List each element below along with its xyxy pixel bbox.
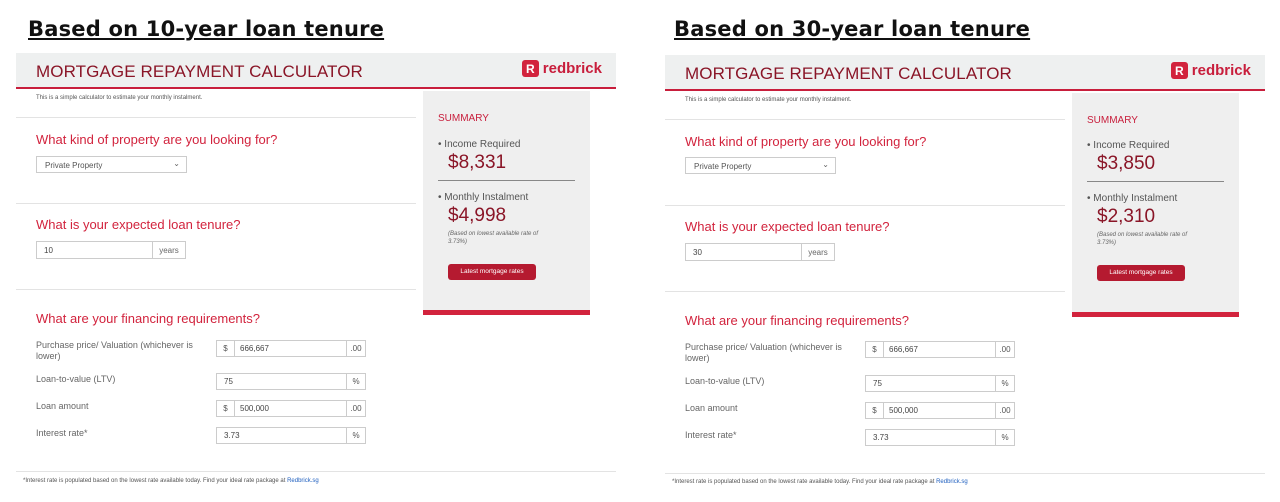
ltv-input[interactable] bbox=[216, 373, 366, 390]
divider bbox=[16, 289, 416, 290]
summary-title: SUMMARY bbox=[438, 113, 489, 124]
monthly-instalment-text: Monthly Instalment bbox=[1093, 193, 1178, 204]
monthly-instalment-label bbox=[438, 192, 528, 203]
redbrick-logo[interactable] bbox=[522, 60, 602, 77]
redbrick-logo-text: redbrick bbox=[1191, 62, 1251, 79]
monthly-instalment-label bbox=[1087, 193, 1177, 204]
footnote-text: *Interest rate is populated based on the lowest rate available today. Find your ideal rate package at bbox=[672, 479, 937, 485]
divider bbox=[665, 205, 1065, 206]
bullet: • bbox=[438, 139, 442, 150]
currency-prefix: $ bbox=[217, 401, 235, 416]
calculator-title: MORTGAGE REPAYMENT CALCULATOR bbox=[36, 62, 363, 81]
tenure-question: What is your expected loan tenure? bbox=[36, 217, 241, 232]
redbrick-logo-text: redbrick bbox=[542, 60, 602, 77]
divider bbox=[665, 291, 1065, 292]
calculator-header bbox=[16, 53, 616, 89]
purchase-price-value: 666,667 bbox=[240, 344, 269, 353]
income-required-value: $8,331 bbox=[448, 152, 507, 173]
interest-rate-label: Interest rate* bbox=[36, 428, 88, 438]
currency-prefix: $ bbox=[866, 403, 884, 418]
monthly-instalment-text: Monthly Instalment bbox=[444, 192, 529, 203]
loan-tenure-input[interactable] bbox=[36, 241, 186, 259]
purchase-price-input[interactable] bbox=[865, 341, 1015, 358]
income-required-text: Income Required bbox=[1093, 140, 1170, 151]
loan-tenure-input[interactable] bbox=[685, 243, 835, 261]
interest-rate-value: 3.73 bbox=[873, 433, 889, 442]
footnote-text: *Interest rate is populated based on the lowest rate available today. Find your ideal rate package at bbox=[23, 478, 288, 484]
bullet: • bbox=[1087, 140, 1091, 151]
redbrick-logo-icon: R bbox=[1171, 62, 1188, 79]
redbrick-logo[interactable] bbox=[1171, 62, 1251, 79]
summary-divider bbox=[438, 180, 575, 181]
intro-text: This is a simple calculator to estimate your monthly instalment. bbox=[685, 97, 852, 103]
property-question: What kind of property are you looking for? bbox=[685, 134, 927, 149]
summary-panel bbox=[1072, 93, 1239, 317]
financing-question: What are your financing requirements? bbox=[36, 311, 261, 326]
ltv-label: Loan-to-value (LTV) bbox=[36, 374, 116, 384]
purchase-price-input[interactable] bbox=[216, 340, 366, 357]
property-type-value: Private Property bbox=[694, 162, 752, 171]
ltv-value: 75 bbox=[873, 379, 882, 388]
ltv-value: 75 bbox=[224, 377, 233, 386]
divider bbox=[16, 203, 416, 204]
redbrick-link[interactable]: Redbrick.sg bbox=[936, 479, 968, 485]
summary-divider bbox=[1087, 181, 1224, 182]
income-required-label bbox=[1087, 140, 1169, 151]
property-type-select[interactable] bbox=[685, 157, 836, 174]
interest-rate-input[interactable] bbox=[216, 427, 366, 444]
decimal-suffix: .00 bbox=[995, 403, 1014, 418]
loan-amount-input[interactable] bbox=[216, 400, 366, 417]
rate-note: (Based on lowest available rate of 3.73%) bbox=[448, 231, 539, 245]
decimal-suffix: .00 bbox=[346, 341, 365, 356]
percent-suffix: % bbox=[346, 374, 365, 389]
purchase-price-label: Purchase price/ Valuation (whichever is lower) bbox=[685, 342, 842, 363]
loan-amount-value: 500,000 bbox=[240, 404, 269, 413]
footnote bbox=[23, 478, 319, 484]
left-column-heading: Based on 10-year loan tenure bbox=[28, 17, 385, 41]
calculator-10-year bbox=[16, 53, 616, 495]
percent-suffix: % bbox=[346, 428, 365, 443]
financing-question: What are your financing requirements? bbox=[685, 313, 910, 328]
income-required-value: $3,850 bbox=[1097, 153, 1156, 174]
footnote bbox=[672, 479, 968, 485]
summary-title: SUMMARY bbox=[1087, 115, 1138, 126]
intro-text: This is a simple calculator to estimate your monthly instalment. bbox=[36, 95, 203, 101]
divider bbox=[16, 471, 616, 472]
latest-mortgage-rates-button[interactable]: Latest mortgage rates bbox=[1097, 265, 1185, 281]
tenure-question: What is your expected loan tenure? bbox=[685, 219, 890, 234]
chevron-down-icon: ⌄ bbox=[173, 159, 180, 168]
bullet: • bbox=[1087, 193, 1091, 204]
currency-prefix: $ bbox=[866, 342, 884, 357]
loan-amount-value: 500,000 bbox=[889, 406, 918, 415]
calculator-title: MORTGAGE REPAYMENT CALCULATOR bbox=[685, 64, 1012, 83]
income-required-label bbox=[438, 139, 520, 150]
property-type-value: Private Property bbox=[45, 161, 103, 170]
loan-tenure-unit: years bbox=[801, 244, 834, 260]
rate-note: (Based on lowest available rate of 3.73%) bbox=[1097, 232, 1188, 246]
purchase-price-value: 666,667 bbox=[889, 345, 918, 354]
purchase-price-label: Purchase price/ Valuation (whichever is lower) bbox=[36, 340, 193, 361]
right-column-heading: Based on 30-year loan tenure bbox=[674, 17, 1031, 41]
chevron-down-icon: ⌄ bbox=[822, 160, 829, 169]
calculator-header bbox=[665, 55, 1265, 91]
loan-amount-label: Loan amount bbox=[685, 403, 738, 413]
percent-suffix: % bbox=[995, 376, 1014, 391]
bullet: • bbox=[438, 192, 442, 203]
loan-tenure-value: 10 bbox=[44, 246, 53, 255]
decimal-suffix: .00 bbox=[346, 401, 365, 416]
latest-mortgage-rates-button[interactable]: Latest mortgage rates bbox=[448, 264, 536, 280]
monthly-instalment-value: $2,310 bbox=[1097, 206, 1156, 227]
loan-amount-input[interactable] bbox=[865, 402, 1015, 419]
divider bbox=[665, 119, 1065, 120]
calculator-30-year bbox=[665, 55, 1265, 497]
property-type-select[interactable] bbox=[36, 156, 187, 173]
loan-amount-label: Loan amount bbox=[36, 401, 89, 411]
redbrick-link[interactable]: Redbrick.sg bbox=[287, 478, 319, 484]
interest-rate-input[interactable] bbox=[865, 429, 1015, 446]
ltv-input[interactable] bbox=[865, 375, 1015, 392]
income-required-text: Income Required bbox=[444, 139, 521, 150]
interest-rate-value: 3.73 bbox=[224, 431, 240, 440]
decimal-suffix: .00 bbox=[995, 342, 1014, 357]
summary-panel bbox=[423, 91, 590, 315]
loan-tenure-unit: years bbox=[152, 242, 185, 258]
ltv-label: Loan-to-value (LTV) bbox=[685, 376, 765, 386]
divider bbox=[665, 473, 1265, 474]
monthly-instalment-value: $4,998 bbox=[448, 205, 507, 226]
currency-prefix: $ bbox=[217, 341, 235, 356]
percent-suffix: % bbox=[995, 430, 1014, 445]
redbrick-logo-icon: R bbox=[522, 60, 539, 77]
divider bbox=[16, 117, 416, 118]
interest-rate-label: Interest rate* bbox=[685, 430, 737, 440]
loan-tenure-value: 30 bbox=[693, 248, 702, 257]
property-question: What kind of property are you looking for? bbox=[36, 132, 278, 147]
